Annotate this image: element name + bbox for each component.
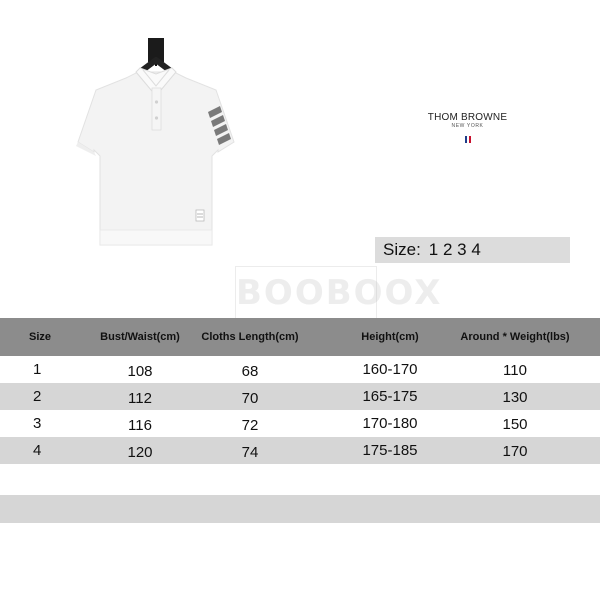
table-row bbox=[0, 410, 600, 437]
cell-cloths-length: 70 bbox=[241, 390, 259, 407]
cell-size: 1 bbox=[33, 361, 42, 378]
table-row bbox=[0, 356, 600, 383]
cell-weight: 170 bbox=[502, 443, 528, 460]
polo-shirt-image bbox=[48, 30, 263, 260]
header-cloths-length: Cloths Length(cm) bbox=[201, 330, 299, 343]
watermark: BOOBOOX bbox=[235, 266, 377, 320]
tricolor-flag-icon bbox=[465, 136, 471, 143]
header-size: Size bbox=[28, 330, 51, 343]
cell-bust-waist: 112 bbox=[128, 390, 152, 407]
hanger-icon bbox=[140, 38, 172, 72]
cell-weight: 130 bbox=[502, 389, 528, 406]
header-bust-waist: Bust/Waist(cm) bbox=[100, 330, 180, 343]
cell-weight: 110 bbox=[503, 362, 527, 379]
table-row bbox=[0, 383, 600, 410]
cell-bust-waist: 116 bbox=[128, 417, 152, 434]
flag-stripe-red bbox=[469, 136, 471, 143]
brand-subtitle: NEW YORK bbox=[451, 123, 484, 129]
table-header bbox=[0, 318, 600, 356]
cell-height: 175-185 bbox=[362, 442, 418, 459]
brand-logo bbox=[420, 112, 515, 148]
size-table bbox=[0, 318, 600, 464]
cell-height: 170-180 bbox=[362, 415, 418, 432]
cell-height: 160-170 bbox=[362, 361, 418, 378]
cell-weight: 150 bbox=[502, 416, 528, 433]
size-banner-label: Size: bbox=[383, 240, 421, 259]
size-banner-values: 1 2 3 4 bbox=[428, 240, 481, 259]
cell-cloths-length: 68 bbox=[241, 363, 259, 380]
cell-cloths-length: 72 bbox=[241, 417, 259, 434]
bottom-band bbox=[0, 495, 600, 523]
cell-size: 2 bbox=[33, 388, 42, 405]
cell-height: 165-175 bbox=[362, 388, 418, 405]
cell-size: 4 bbox=[33, 442, 42, 459]
header-weight: Around * Weight(lbs) bbox=[460, 330, 570, 343]
cell-bust-waist: 120 bbox=[127, 444, 153, 461]
header-height: Height(cm) bbox=[361, 330, 419, 343]
cell-size: 3 bbox=[33, 415, 42, 432]
cell-bust-waist: 108 bbox=[127, 363, 153, 380]
cell-cloths-length: 74 bbox=[241, 444, 259, 461]
table-row bbox=[0, 437, 600, 464]
brand-name: THOM BROWNE bbox=[427, 112, 508, 123]
size-banner bbox=[375, 237, 570, 263]
